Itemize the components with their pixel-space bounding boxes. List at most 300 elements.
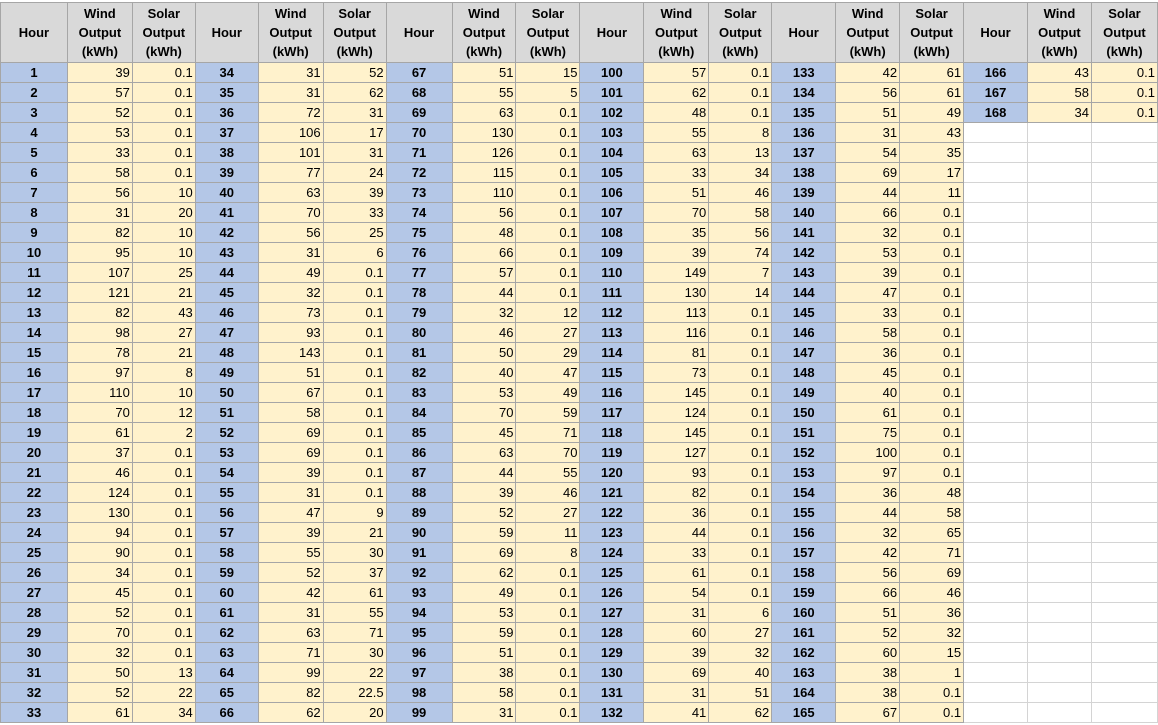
hour-cell[interactable]: 140 <box>772 203 836 223</box>
solar-output-cell[interactable]: 0.1 <box>900 323 964 343</box>
solar-output-cell[interactable]: 59 <box>516 403 580 423</box>
empty-cell[interactable] <box>1028 583 1092 603</box>
hour-cell[interactable]: 42 <box>195 223 258 243</box>
wind-output-cell[interactable]: 57 <box>452 263 516 283</box>
hour-cell[interactable]: 90 <box>386 523 452 543</box>
hour-cell[interactable]: 105 <box>580 163 644 183</box>
empty-cell[interactable] <box>964 183 1028 203</box>
wind-output-cell[interactable]: 73 <box>644 363 709 383</box>
solar-output-cell[interactable]: 31 <box>323 143 386 163</box>
wind-output-cell[interactable]: 110 <box>67 383 132 403</box>
hour-cell[interactable]: 139 <box>772 183 836 203</box>
hour-cell[interactable]: 107 <box>580 203 644 223</box>
wind-output-cell[interactable]: 95 <box>67 243 132 263</box>
hour-cell[interactable]: 126 <box>580 583 644 603</box>
wind-output-cell[interactable]: 41 <box>644 703 709 723</box>
empty-cell[interactable] <box>1091 603 1157 623</box>
wind-output-cell[interactable]: 149 <box>644 263 709 283</box>
solar-output-cell[interactable]: 10 <box>132 223 195 243</box>
solar-output-cell[interactable]: 0.1 <box>709 383 772 403</box>
hour-cell[interactable]: 16 <box>1 363 68 383</box>
hour-cell[interactable]: 17 <box>1 383 68 403</box>
wind-output-cell[interactable]: 44 <box>836 503 900 523</box>
empty-cell[interactable] <box>964 163 1028 183</box>
wind-output-cell[interactable]: 70 <box>67 623 132 643</box>
wind-output-cell[interactable]: 48 <box>644 103 709 123</box>
hour-cell[interactable]: 134 <box>772 83 836 103</box>
wind-output-cell[interactable]: 66 <box>452 243 516 263</box>
solar-output-cell[interactable]: 0.1 <box>516 703 580 723</box>
solar-output-cell[interactable]: 0.1 <box>1091 83 1157 103</box>
wind-output-cell[interactable]: 39 <box>67 63 132 83</box>
solar-output-cell[interactable]: 32 <box>900 623 964 643</box>
header-solar-output[interactable] <box>1091 3 1157 63</box>
solar-output-cell[interactable]: 0.1 <box>709 503 772 523</box>
header-hour[interactable]: Hour <box>386 3 452 63</box>
hour-cell[interactable]: 11 <box>1 263 68 283</box>
hour-cell[interactable]: 18 <box>1 403 68 423</box>
wind-output-cell[interactable]: 82 <box>258 683 323 703</box>
empty-cell[interactable] <box>1028 283 1092 303</box>
wind-output-cell[interactable]: 71 <box>258 643 323 663</box>
solar-output-cell[interactable]: 0.1 <box>709 323 772 343</box>
hour-cell[interactable]: 69 <box>386 103 452 123</box>
empty-cell[interactable] <box>964 203 1028 223</box>
empty-cell[interactable] <box>964 423 1028 443</box>
hour-cell[interactable]: 47 <box>195 323 258 343</box>
solar-output-cell[interactable]: 0.1 <box>709 443 772 463</box>
solar-output-cell[interactable]: 0.1 <box>1091 103 1157 123</box>
wind-output-cell[interactable]: 126 <box>452 143 516 163</box>
header-wind-output[interactable] <box>258 3 323 63</box>
wind-output-cell[interactable]: 70 <box>258 203 323 223</box>
empty-cell[interactable] <box>964 563 1028 583</box>
hour-cell[interactable]: 142 <box>772 243 836 263</box>
hour-cell[interactable]: 76 <box>386 243 452 263</box>
hour-cell[interactable]: 73 <box>386 183 452 203</box>
wind-output-cell[interactable]: 51 <box>452 643 516 663</box>
wind-output-cell[interactable]: 63 <box>258 183 323 203</box>
hour-cell[interactable]: 85 <box>386 423 452 443</box>
solar-output-cell[interactable]: 46 <box>709 183 772 203</box>
wind-output-cell[interactable]: 69 <box>258 443 323 463</box>
solar-output-cell[interactable]: 65 <box>900 523 964 543</box>
hour-cell[interactable]: 86 <box>386 443 452 463</box>
hour-cell[interactable]: 89 <box>386 503 452 523</box>
hour-cell[interactable]: 138 <box>772 163 836 183</box>
solar-output-cell[interactable]: 0.1 <box>516 683 580 703</box>
solar-output-cell[interactable]: 10 <box>132 383 195 403</box>
solar-output-cell[interactable]: 0.1 <box>323 483 386 503</box>
wind-output-cell[interactable]: 32 <box>67 643 132 663</box>
solar-output-cell[interactable]: 0.1 <box>323 363 386 383</box>
empty-cell[interactable] <box>1091 643 1157 663</box>
solar-output-cell[interactable]: 34 <box>709 163 772 183</box>
hour-cell[interactable]: 152 <box>772 443 836 463</box>
empty-cell[interactable] <box>1028 343 1092 363</box>
wind-output-cell[interactable]: 48 <box>452 223 516 243</box>
hour-cell[interactable]: 79 <box>386 303 452 323</box>
solar-output-cell[interactable]: 0.1 <box>516 563 580 583</box>
empty-cell[interactable] <box>1028 443 1092 463</box>
solar-output-cell[interactable]: 0.1 <box>323 343 386 363</box>
wind-output-cell[interactable]: 34 <box>67 563 132 583</box>
wind-output-cell[interactable]: 73 <box>258 303 323 323</box>
wind-output-cell[interactable]: 82 <box>67 223 132 243</box>
hour-cell[interactable]: 6 <box>1 163 68 183</box>
hour-cell[interactable]: 9 <box>1 223 68 243</box>
solar-output-cell[interactable]: 37 <box>323 563 386 583</box>
solar-output-cell[interactable]: 0.1 <box>132 583 195 603</box>
hour-cell[interactable]: 21 <box>1 463 68 483</box>
wind-output-cell[interactable]: 34 <box>1028 103 1092 123</box>
hour-cell[interactable]: 130 <box>580 663 644 683</box>
solar-output-cell[interactable]: 0.1 <box>709 523 772 543</box>
solar-output-cell[interactable]: 0.1 <box>132 483 195 503</box>
hour-cell[interactable]: 137 <box>772 143 836 163</box>
wind-output-cell[interactable]: 70 <box>644 203 709 223</box>
empty-cell[interactable] <box>964 503 1028 523</box>
wind-output-cell[interactable]: 113 <box>644 303 709 323</box>
hour-cell[interactable]: 148 <box>772 363 836 383</box>
empty-cell[interactable] <box>1028 143 1092 163</box>
wind-output-cell[interactable]: 60 <box>836 643 900 663</box>
hour-cell[interactable]: 88 <box>386 483 452 503</box>
solar-output-cell[interactable]: 35 <box>900 143 964 163</box>
hour-cell[interactable]: 13 <box>1 303 68 323</box>
wind-output-cell[interactable]: 69 <box>258 423 323 443</box>
empty-cell[interactable] <box>1091 703 1157 723</box>
hour-cell[interactable]: 68 <box>386 83 452 103</box>
solar-output-cell[interactable]: 12 <box>132 403 195 423</box>
wind-output-cell[interactable]: 61 <box>67 703 132 723</box>
solar-output-cell[interactable]: 70 <box>516 443 580 463</box>
solar-output-cell[interactable]: 25 <box>132 263 195 283</box>
hour-cell[interactable]: 84 <box>386 403 452 423</box>
hour-cell[interactable]: 149 <box>772 383 836 403</box>
wind-output-cell[interactable]: 77 <box>258 163 323 183</box>
wind-output-cell[interactable]: 110 <box>452 183 516 203</box>
solar-output-cell[interactable]: 0.1 <box>516 103 580 123</box>
solar-output-cell[interactable]: 0.1 <box>900 283 964 303</box>
wind-output-cell[interactable]: 67 <box>836 703 900 723</box>
empty-cell[interactable] <box>1028 463 1092 483</box>
hour-cell[interactable]: 143 <box>772 263 836 283</box>
solar-output-cell[interactable]: 0.1 <box>132 103 195 123</box>
wind-output-cell[interactable]: 93 <box>644 463 709 483</box>
header-hour[interactable]: Hour <box>964 3 1028 63</box>
solar-output-cell[interactable]: 0.1 <box>132 623 195 643</box>
solar-output-cell[interactable]: 0.1 <box>132 63 195 83</box>
solar-output-cell[interactable]: 15 <box>516 63 580 83</box>
wind-output-cell[interactable]: 40 <box>452 363 516 383</box>
empty-cell[interactable] <box>964 243 1028 263</box>
wind-output-cell[interactable]: 56 <box>452 203 516 223</box>
wind-output-cell[interactable]: 98 <box>67 323 132 343</box>
solar-output-cell[interactable]: 13 <box>132 663 195 683</box>
solar-output-cell[interactable]: 0.1 <box>516 663 580 683</box>
solar-output-cell[interactable]: 22.5 <box>323 683 386 703</box>
solar-output-cell[interactable]: 2 <box>132 423 195 443</box>
wind-output-cell[interactable]: 70 <box>67 403 132 423</box>
hour-cell[interactable]: 37 <box>195 123 258 143</box>
wind-output-cell[interactable]: 70 <box>452 403 516 423</box>
solar-output-cell[interactable]: 32 <box>709 643 772 663</box>
solar-output-cell[interactable]: 15 <box>900 643 964 663</box>
wind-output-cell[interactable]: 94 <box>67 523 132 543</box>
hour-cell[interactable]: 102 <box>580 103 644 123</box>
wind-output-cell[interactable]: 33 <box>644 163 709 183</box>
solar-output-cell[interactable]: 8 <box>516 543 580 563</box>
header-hour[interactable]: Hour <box>772 3 836 63</box>
solar-output-cell[interactable]: 13 <box>709 143 772 163</box>
empty-cell[interactable] <box>1028 603 1092 623</box>
solar-output-cell[interactable]: 0.1 <box>516 163 580 183</box>
hour-cell[interactable]: 35 <box>195 83 258 103</box>
wind-output-cell[interactable]: 45 <box>452 423 516 443</box>
solar-output-cell[interactable]: 0.1 <box>132 523 195 543</box>
wind-output-cell[interactable]: 66 <box>836 583 900 603</box>
hour-cell[interactable]: 144 <box>772 283 836 303</box>
wind-output-cell[interactable]: 31 <box>452 703 516 723</box>
wind-output-cell[interactable]: 52 <box>258 563 323 583</box>
hour-cell[interactable]: 34 <box>195 63 258 83</box>
wind-output-cell[interactable]: 36 <box>644 503 709 523</box>
wind-output-cell[interactable]: 67 <box>258 383 323 403</box>
solar-output-cell[interactable]: 0.1 <box>900 343 964 363</box>
hour-cell[interactable]: 97 <box>386 663 452 683</box>
empty-cell[interactable] <box>1028 183 1092 203</box>
solar-output-cell[interactable]: 0.1 <box>709 83 772 103</box>
hour-cell[interactable]: 158 <box>772 563 836 583</box>
wind-output-cell[interactable]: 33 <box>67 143 132 163</box>
hour-cell[interactable]: 80 <box>386 323 452 343</box>
hour-cell[interactable]: 161 <box>772 623 836 643</box>
solar-output-cell[interactable]: 40 <box>709 663 772 683</box>
empty-cell[interactable] <box>1028 123 1092 143</box>
solar-output-cell[interactable]: 0.1 <box>900 423 964 443</box>
empty-cell[interactable] <box>1091 143 1157 163</box>
solar-output-cell[interactable]: 0.1 <box>516 583 580 603</box>
hour-cell[interactable]: 58 <box>195 543 258 563</box>
solar-output-cell[interactable]: 52 <box>323 63 386 83</box>
empty-cell[interactable] <box>1028 323 1092 343</box>
wind-output-cell[interactable]: 130 <box>644 283 709 303</box>
hour-cell[interactable]: 141 <box>772 223 836 243</box>
hour-cell[interactable]: 29 <box>1 623 68 643</box>
empty-cell[interactable] <box>1028 223 1092 243</box>
empty-cell[interactable] <box>964 523 1028 543</box>
empty-cell[interactable] <box>964 463 1028 483</box>
wind-output-cell[interactable]: 39 <box>836 263 900 283</box>
hour-cell[interactable]: 104 <box>580 143 644 163</box>
empty-cell[interactable] <box>964 223 1028 243</box>
hour-cell[interactable]: 82 <box>386 363 452 383</box>
hour-cell[interactable]: 101 <box>580 83 644 103</box>
solar-output-cell[interactable]: 22 <box>323 663 386 683</box>
header-wind-output[interactable] <box>836 3 900 63</box>
wind-output-cell[interactable]: 58 <box>67 163 132 183</box>
solar-output-cell[interactable]: 22 <box>132 683 195 703</box>
solar-output-cell[interactable]: 0.1 <box>516 623 580 643</box>
solar-output-cell[interactable]: 46 <box>900 583 964 603</box>
hour-cell[interactable]: 131 <box>580 683 644 703</box>
wind-output-cell[interactable]: 53 <box>67 123 132 143</box>
wind-output-cell[interactable]: 38 <box>452 663 516 683</box>
wind-output-cell[interactable]: 56 <box>836 83 900 103</box>
hour-cell[interactable]: 63 <box>195 643 258 663</box>
solar-output-cell[interactable]: 0.1 <box>900 463 964 483</box>
hour-cell[interactable]: 115 <box>580 363 644 383</box>
empty-cell[interactable] <box>1091 223 1157 243</box>
hour-cell[interactable]: 93 <box>386 583 452 603</box>
hour-cell[interactable]: 28 <box>1 603 68 623</box>
solar-output-cell[interactable]: 0.1 <box>900 363 964 383</box>
solar-output-cell[interactable]: 0.1 <box>900 383 964 403</box>
empty-cell[interactable] <box>964 143 1028 163</box>
solar-output-cell[interactable]: 0.1 <box>323 303 386 323</box>
empty-cell[interactable] <box>1028 163 1092 183</box>
solar-output-cell[interactable]: 25 <box>323 223 386 243</box>
solar-output-cell[interactable]: 27 <box>709 623 772 643</box>
hour-cell[interactable]: 15 <box>1 343 68 363</box>
hour-cell[interactable]: 26 <box>1 563 68 583</box>
empty-cell[interactable] <box>1091 383 1157 403</box>
solar-output-cell[interactable]: 0.1 <box>323 423 386 443</box>
solar-output-cell[interactable]: 0.1 <box>900 403 964 423</box>
wind-output-cell[interactable]: 130 <box>67 503 132 523</box>
empty-cell[interactable] <box>964 543 1028 563</box>
empty-cell[interactable] <box>1091 363 1157 383</box>
solar-output-cell[interactable]: 27 <box>132 323 195 343</box>
hour-cell[interactable]: 49 <box>195 363 258 383</box>
hour-cell[interactable]: 62 <box>195 623 258 643</box>
wind-output-cell[interactable]: 49 <box>258 263 323 283</box>
empty-cell[interactable] <box>964 123 1028 143</box>
empty-cell[interactable] <box>1028 683 1092 703</box>
hour-cell[interactable]: 12 <box>1 283 68 303</box>
header-solar-output[interactable] <box>516 3 580 63</box>
solar-output-cell[interactable]: 0.1 <box>709 343 772 363</box>
hour-cell[interactable]: 133 <box>772 63 836 83</box>
hour-cell[interactable]: 146 <box>772 323 836 343</box>
solar-output-cell[interactable]: 11 <box>900 183 964 203</box>
wind-output-cell[interactable]: 97 <box>67 363 132 383</box>
hour-cell[interactable]: 8 <box>1 203 68 223</box>
hour-cell[interactable]: 83 <box>386 383 452 403</box>
header-solar-output[interactable] <box>132 3 195 63</box>
wind-output-cell[interactable]: 31 <box>644 683 709 703</box>
solar-output-cell[interactable]: 36 <box>900 603 964 623</box>
solar-output-cell[interactable]: 61 <box>323 583 386 603</box>
wind-output-cell[interactable]: 58 <box>452 683 516 703</box>
hour-cell[interactable]: 65 <box>195 683 258 703</box>
wind-output-cell[interactable]: 61 <box>836 403 900 423</box>
header-wind-output[interactable] <box>1028 3 1092 63</box>
empty-cell[interactable] <box>964 583 1028 603</box>
hour-cell[interactable]: 4 <box>1 123 68 143</box>
solar-output-cell[interactable]: 61 <box>900 83 964 103</box>
hour-cell[interactable]: 162 <box>772 643 836 663</box>
hour-cell[interactable]: 20 <box>1 443 68 463</box>
wind-output-cell[interactable]: 39 <box>452 483 516 503</box>
wind-output-cell[interactable]: 52 <box>67 603 132 623</box>
wind-output-cell[interactable]: 75 <box>836 423 900 443</box>
empty-cell[interactable] <box>1091 623 1157 643</box>
wind-output-cell[interactable]: 53 <box>452 383 516 403</box>
solar-output-cell[interactable]: 0.1 <box>516 143 580 163</box>
wind-output-cell[interactable]: 39 <box>258 463 323 483</box>
header-solar-output[interactable] <box>709 3 772 63</box>
wind-output-cell[interactable]: 143 <box>258 343 323 363</box>
solar-output-cell[interactable]: 12 <box>516 303 580 323</box>
solar-output-cell[interactable]: 0.1 <box>323 383 386 403</box>
solar-output-cell[interactable]: 56 <box>709 223 772 243</box>
empty-cell[interactable] <box>964 683 1028 703</box>
hour-cell[interactable]: 36 <box>195 103 258 123</box>
solar-output-cell[interactable]: 0.1 <box>900 683 964 703</box>
wind-output-cell[interactable]: 32 <box>258 283 323 303</box>
hour-cell[interactable]: 54 <box>195 463 258 483</box>
wind-output-cell[interactable]: 53 <box>836 243 900 263</box>
wind-output-cell[interactable]: 42 <box>836 543 900 563</box>
hour-cell[interactable]: 168 <box>964 103 1028 123</box>
wind-output-cell[interactable]: 62 <box>258 703 323 723</box>
wind-output-cell[interactable]: 57 <box>644 63 709 83</box>
wind-output-cell[interactable]: 31 <box>258 483 323 503</box>
hour-cell[interactable]: 147 <box>772 343 836 363</box>
hour-cell[interactable]: 67 <box>386 63 452 83</box>
hour-cell[interactable]: 7 <box>1 183 68 203</box>
hour-cell[interactable]: 2 <box>1 83 68 103</box>
wind-output-cell[interactable]: 33 <box>644 543 709 563</box>
wind-output-cell[interactable]: 31 <box>258 83 323 103</box>
empty-cell[interactable] <box>964 603 1028 623</box>
hour-cell[interactable]: 98 <box>386 683 452 703</box>
solar-output-cell[interactable]: 0.1 <box>709 403 772 423</box>
wind-output-cell[interactable]: 42 <box>258 583 323 603</box>
hour-cell[interactable]: 39 <box>195 163 258 183</box>
wind-output-cell[interactable]: 44 <box>452 463 516 483</box>
hour-cell[interactable]: 118 <box>580 423 644 443</box>
hour-cell[interactable]: 136 <box>772 123 836 143</box>
wind-output-cell[interactable]: 55 <box>644 123 709 143</box>
solar-output-cell[interactable]: 0.1 <box>900 703 964 723</box>
solar-output-cell[interactable]: 30 <box>323 643 386 663</box>
hour-cell[interactable]: 55 <box>195 483 258 503</box>
solar-output-cell[interactable]: 43 <box>900 123 964 143</box>
hour-cell[interactable]: 32 <box>1 683 68 703</box>
solar-output-cell[interactable]: 21 <box>132 343 195 363</box>
wind-output-cell[interactable]: 100 <box>836 443 900 463</box>
hour-cell[interactable]: 19 <box>1 423 68 443</box>
wind-output-cell[interactable]: 50 <box>452 343 516 363</box>
solar-output-cell[interactable]: 0.1 <box>516 183 580 203</box>
solar-output-cell[interactable]: 27 <box>516 323 580 343</box>
wind-output-cell[interactable]: 52 <box>67 103 132 123</box>
solar-output-cell[interactable]: 0.1 <box>709 543 772 563</box>
wind-output-cell[interactable]: 42 <box>836 63 900 83</box>
hour-cell[interactable]: 53 <box>195 443 258 463</box>
solar-output-cell[interactable]: 0.1 <box>132 543 195 563</box>
solar-output-cell[interactable]: 58 <box>900 503 964 523</box>
hour-cell[interactable]: 106 <box>580 183 644 203</box>
solar-output-cell[interactable]: 61 <box>900 63 964 83</box>
hour-cell[interactable]: 110 <box>580 263 644 283</box>
wind-output-cell[interactable]: 101 <box>258 143 323 163</box>
wind-output-cell[interactable]: 97 <box>836 463 900 483</box>
empty-cell[interactable] <box>1091 183 1157 203</box>
